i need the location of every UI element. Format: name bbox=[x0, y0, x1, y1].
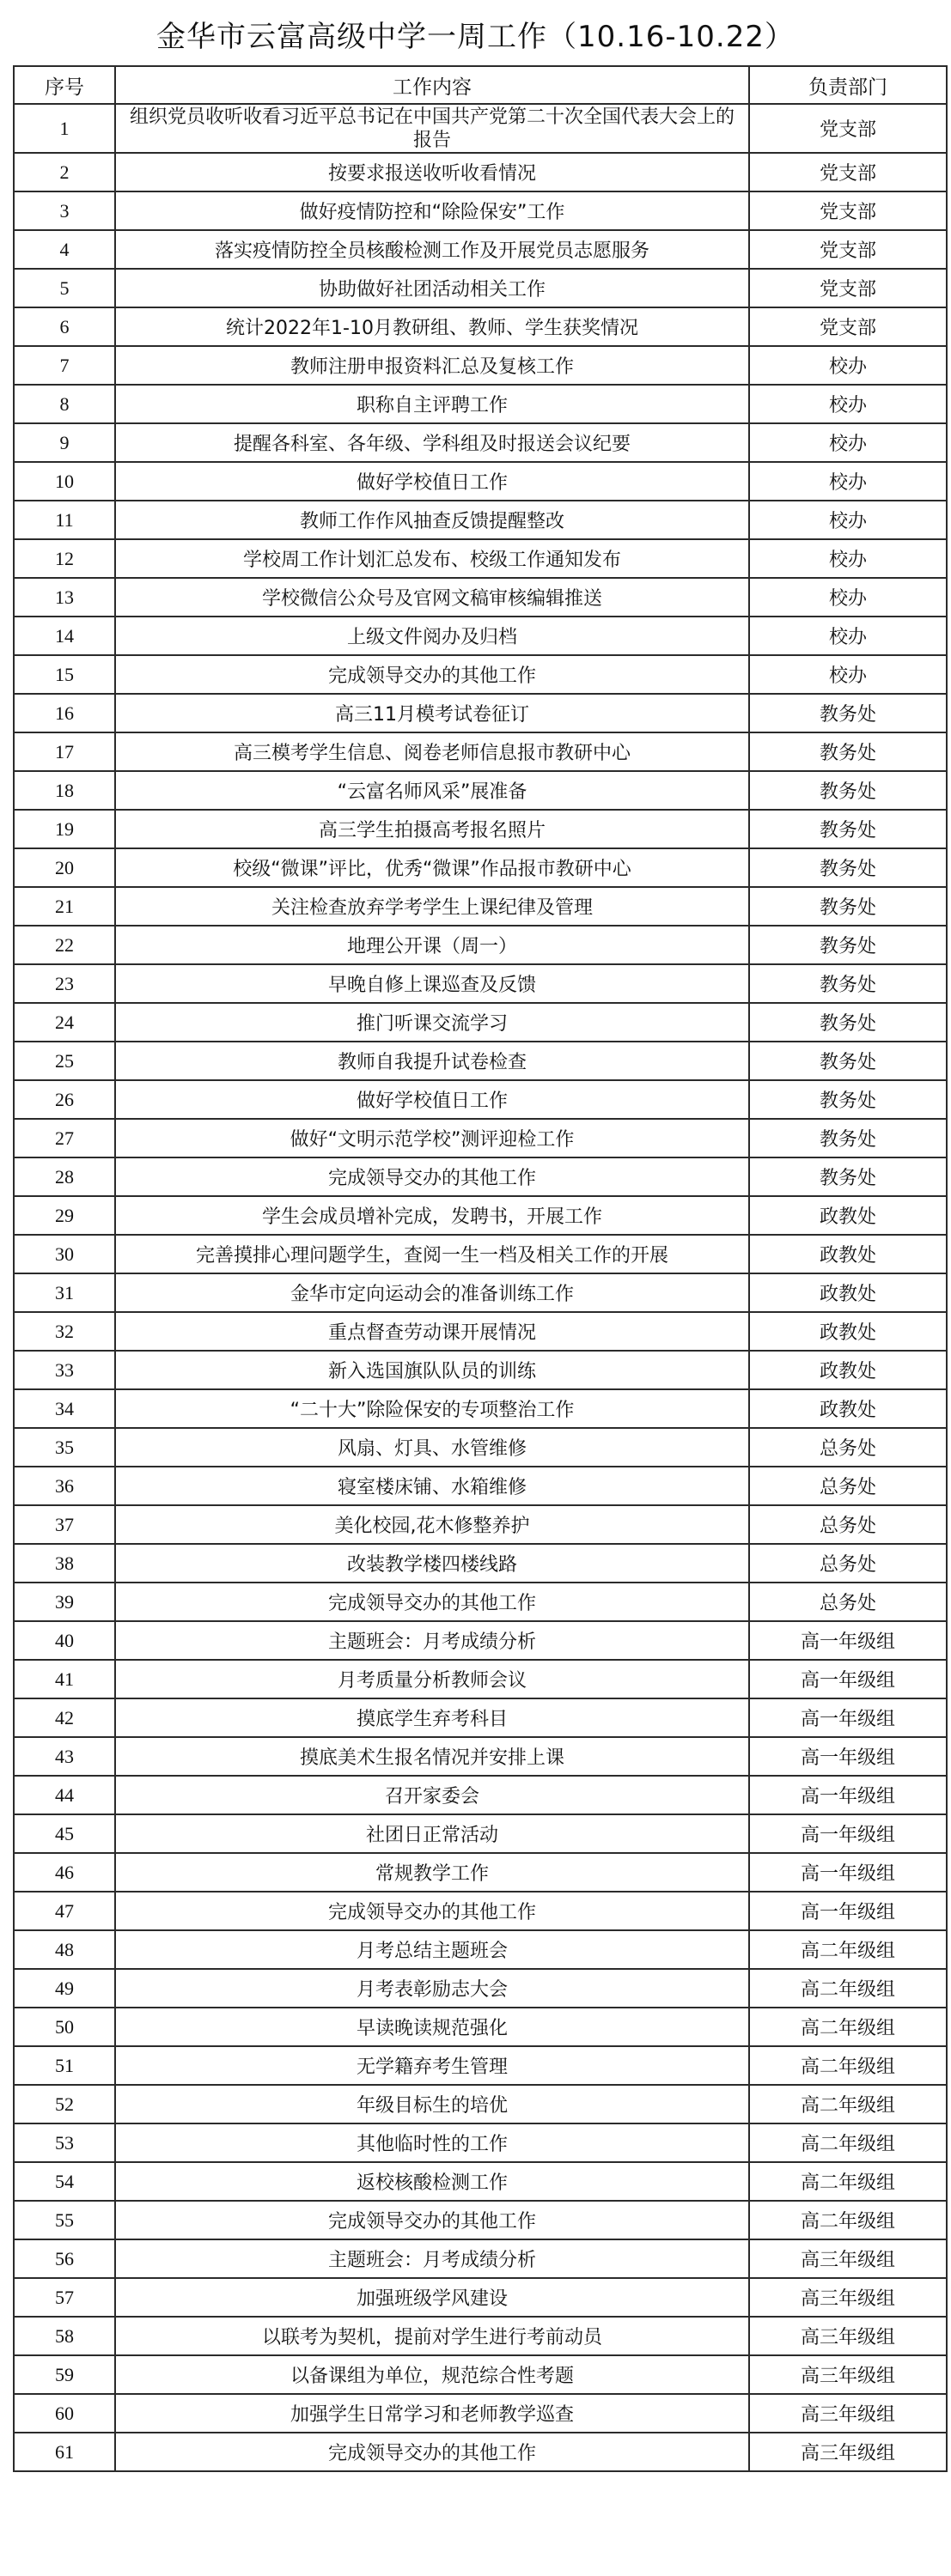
row-number: 38 bbox=[14, 1544, 115, 1583]
header-number: 序号 bbox=[14, 66, 115, 104]
row-dept: 教务处 bbox=[749, 694, 947, 732]
row-number: 48 bbox=[14, 1930, 115, 1969]
row-number: 3 bbox=[14, 191, 115, 230]
row-dept: 高一年级组 bbox=[749, 1853, 947, 1892]
table-row bbox=[14, 1389, 947, 1428]
table-row bbox=[14, 617, 947, 655]
row-dept: 教务处 bbox=[749, 887, 947, 926]
row-task: 以联考为契机，提前对学生进行考前动员 bbox=[115, 2317, 749, 2355]
row-number: 46 bbox=[14, 1853, 115, 1892]
table-row bbox=[14, 2394, 947, 2433]
row-number: 54 bbox=[14, 2162, 115, 2201]
row-dept: 校办 bbox=[749, 423, 947, 462]
row-dept: 总务处 bbox=[749, 1544, 947, 1583]
row-number: 15 bbox=[14, 655, 115, 694]
row-task: 校级“微课”评比，优秀“微课”作品报市教研中心 bbox=[115, 848, 749, 887]
row-number: 33 bbox=[14, 1351, 115, 1389]
row-number: 11 bbox=[14, 501, 115, 539]
table-row bbox=[14, 655, 947, 694]
table-row bbox=[14, 230, 947, 269]
row-task: 召开家委会 bbox=[115, 1776, 749, 1814]
table-row bbox=[14, 1698, 947, 1737]
row-task: “二十大”除险保安的专项整治工作 bbox=[115, 1389, 749, 1428]
row-task: 完成领导交办的其他工作 bbox=[115, 2201, 749, 2239]
row-dept: 高二年级组 bbox=[749, 1969, 947, 2008]
row-dept: 政教处 bbox=[749, 1273, 947, 1312]
table-row bbox=[14, 501, 947, 539]
row-number: 4 bbox=[14, 230, 115, 269]
row-number: 16 bbox=[14, 694, 115, 732]
row-dept: 高二年级组 bbox=[749, 2085, 947, 2123]
table-row bbox=[14, 1853, 947, 1892]
row-dept: 党支部 bbox=[749, 269, 947, 307]
row-dept: 教务处 bbox=[749, 732, 947, 771]
row-dept: 教务处 bbox=[749, 1157, 947, 1196]
row-number: 24 bbox=[14, 1003, 115, 1042]
row-dept: 高二年级组 bbox=[749, 2008, 947, 2046]
row-task: 提醒各科室、各年级、学科组及时报送会议纪要 bbox=[115, 423, 749, 462]
row-dept: 高二年级组 bbox=[749, 2162, 947, 2201]
table-row bbox=[14, 732, 947, 771]
row-task: 高三学生拍摄高考报名照片 bbox=[115, 810, 749, 848]
row-number: 26 bbox=[14, 1080, 115, 1119]
document-title: 金华市云富高级中学一周工作（10.16-10.22） bbox=[156, 20, 795, 54]
row-task: 做好“文明示范学校”测评迎检工作 bbox=[115, 1119, 749, 1157]
row-task: 学生会成员增补完成，发聘书，开展工作 bbox=[115, 1196, 749, 1235]
table-row bbox=[14, 1467, 947, 1505]
row-task: 完成领导交办的其他工作 bbox=[115, 1157, 749, 1196]
row-number: 28 bbox=[14, 1157, 115, 1196]
table-row bbox=[14, 104, 947, 153]
row-number: 10 bbox=[14, 462, 115, 501]
table-row bbox=[14, 771, 947, 810]
table-row bbox=[14, 1042, 947, 1080]
table-row bbox=[14, 2008, 947, 2046]
row-task: 主题班会：月考成绩分析 bbox=[115, 1621, 749, 1660]
row-dept: 高一年级组 bbox=[749, 1814, 947, 1853]
row-task: 学校周工作计划汇总发布、校级工作通知发布 bbox=[115, 539, 749, 578]
table-row bbox=[14, 1621, 947, 1660]
row-task: 早读晚读规范强化 bbox=[115, 2008, 749, 2046]
row-dept: 教务处 bbox=[749, 771, 947, 810]
row-task: 以备课组为单位，规范综合性考题 bbox=[115, 2355, 749, 2394]
table-row bbox=[14, 1505, 947, 1544]
row-dept: 高二年级组 bbox=[749, 2046, 947, 2085]
row-number: 31 bbox=[14, 1273, 115, 1312]
row-number: 36 bbox=[14, 1467, 115, 1505]
row-number: 41 bbox=[14, 1660, 115, 1698]
table-row bbox=[14, 2123, 947, 2162]
row-task: “云富名师风采”展准备 bbox=[115, 771, 749, 810]
row-number: 43 bbox=[14, 1737, 115, 1776]
row-dept: 校办 bbox=[749, 617, 947, 655]
row-task: 重点督查劳动课开展情况 bbox=[115, 1312, 749, 1351]
table-row bbox=[14, 1969, 947, 2008]
row-number: 27 bbox=[14, 1119, 115, 1157]
row-number: 20 bbox=[14, 848, 115, 887]
row-task: 无学籍弃考生管理 bbox=[115, 2046, 749, 2085]
table-row bbox=[14, 269, 947, 307]
row-task: 协助做好社团活动相关工作 bbox=[115, 269, 749, 307]
table-row bbox=[14, 1583, 947, 1621]
row-dept: 教务处 bbox=[749, 1003, 947, 1042]
row-number: 34 bbox=[14, 1389, 115, 1428]
row-dept: 政教处 bbox=[749, 1312, 947, 1351]
table-row bbox=[14, 926, 947, 964]
table-row bbox=[14, 1892, 947, 1930]
row-dept: 高一年级组 bbox=[749, 1737, 947, 1776]
row-task: 主题班会：月考成绩分析 bbox=[115, 2239, 749, 2278]
table-row bbox=[14, 1428, 947, 1467]
row-number: 60 bbox=[14, 2394, 115, 2433]
row-dept: 政教处 bbox=[749, 1389, 947, 1428]
row-number: 37 bbox=[14, 1505, 115, 1544]
table-row bbox=[14, 2046, 947, 2085]
row-task: 新入选国旗队队员的训练 bbox=[115, 1351, 749, 1389]
row-number: 13 bbox=[14, 578, 115, 617]
row-task: 教师工作作风抽查反馈提醒整改 bbox=[115, 501, 749, 539]
row-dept: 校办 bbox=[749, 501, 947, 539]
row-dept: 校办 bbox=[749, 539, 947, 578]
row-dept: 高一年级组 bbox=[749, 1621, 947, 1660]
row-number: 59 bbox=[14, 2355, 115, 2394]
table-row bbox=[14, 1814, 947, 1853]
row-dept: 高三年级组 bbox=[749, 2394, 947, 2433]
row-task: 早晚自修上课巡查及反馈 bbox=[115, 964, 749, 1003]
row-task: 组织党员收听收看习近平总书记在中国共产党第二十次全国代表大会上的报告 bbox=[115, 104, 749, 153]
table-row bbox=[14, 385, 947, 423]
row-dept: 总务处 bbox=[749, 1467, 947, 1505]
row-dept: 校办 bbox=[749, 385, 947, 423]
row-number: 19 bbox=[14, 810, 115, 848]
table-row bbox=[14, 423, 947, 462]
row-number: 1 bbox=[14, 104, 115, 153]
table-row bbox=[14, 1351, 947, 1389]
row-dept: 校办 bbox=[749, 462, 947, 501]
row-task: 推门听课交流学习 bbox=[115, 1003, 749, 1042]
row-task: 做好学校值日工作 bbox=[115, 1080, 749, 1119]
row-dept: 党支部 bbox=[749, 307, 947, 346]
row-dept: 党支部 bbox=[749, 153, 947, 191]
row-task: 职称自主评聘工作 bbox=[115, 385, 749, 423]
row-dept: 高一年级组 bbox=[749, 1776, 947, 1814]
table-row bbox=[14, 153, 947, 191]
row-dept: 教务处 bbox=[749, 1080, 947, 1119]
row-task: 摸底学生弃考科目 bbox=[115, 1698, 749, 1737]
row-number: 49 bbox=[14, 1969, 115, 2008]
table-row bbox=[14, 810, 947, 848]
row-dept: 校办 bbox=[749, 655, 947, 694]
row-dept: 高三年级组 bbox=[749, 2239, 947, 2278]
row-number: 32 bbox=[14, 1312, 115, 1351]
row-dept: 政教处 bbox=[749, 1196, 947, 1235]
row-dept: 教务处 bbox=[749, 1119, 947, 1157]
row-task: 学校微信公众号及官网文稿审核编辑推送 bbox=[115, 578, 749, 617]
table-row bbox=[14, 1544, 947, 1583]
row-task: 高三11月模考试卷征订 bbox=[115, 694, 749, 732]
table-row bbox=[14, 539, 947, 578]
row-dept: 总务处 bbox=[749, 1428, 947, 1467]
row-task: 常规教学工作 bbox=[115, 1853, 749, 1892]
row-number: 14 bbox=[14, 617, 115, 655]
row-number: 40 bbox=[14, 1621, 115, 1660]
row-task: 月考总结主题班会 bbox=[115, 1930, 749, 1969]
table-header-row bbox=[14, 66, 947, 104]
row-number: 61 bbox=[14, 2433, 115, 2471]
row-dept: 高三年级组 bbox=[749, 2433, 947, 2471]
row-task: 教师自我提升试卷检查 bbox=[115, 1042, 749, 1080]
row-task: 高三模考学生信息、阅卷老师信息报市教研中心 bbox=[115, 732, 749, 771]
row-number: 9 bbox=[14, 423, 115, 462]
row-number: 39 bbox=[14, 1583, 115, 1621]
row-number: 7 bbox=[14, 346, 115, 385]
table-row bbox=[14, 848, 947, 887]
row-dept: 党支部 bbox=[749, 191, 947, 230]
row-number: 51 bbox=[14, 2046, 115, 2085]
row-dept: 教务处 bbox=[749, 848, 947, 887]
row-task: 完善摸排心理问题学生，查阅一生一档及相关工作的开展 bbox=[115, 1235, 749, 1273]
table-row bbox=[14, 887, 947, 926]
table-row bbox=[14, 2433, 947, 2471]
table-row bbox=[14, 2162, 947, 2201]
row-task: 做好疫情防控和“除险保安”工作 bbox=[115, 191, 749, 230]
table-row bbox=[14, 191, 947, 230]
row-task: 加强班级学风建设 bbox=[115, 2278, 749, 2317]
row-number: 5 bbox=[14, 269, 115, 307]
row-number: 17 bbox=[14, 732, 115, 771]
table-row bbox=[14, 2085, 947, 2123]
table-row bbox=[14, 307, 947, 346]
row-task: 地理公开课（周一） bbox=[115, 926, 749, 964]
table-row bbox=[14, 1080, 947, 1119]
row-dept: 高二年级组 bbox=[749, 2123, 947, 2162]
table-row bbox=[14, 1157, 947, 1196]
table-row bbox=[14, 1273, 947, 1312]
row-dept: 总务处 bbox=[749, 1583, 947, 1621]
row-task: 加强学生日常学习和老师教学巡查 bbox=[115, 2394, 749, 2433]
row-task: 改装教学楼四楼线路 bbox=[115, 1544, 749, 1583]
row-dept: 教务处 bbox=[749, 964, 947, 1003]
row-number: 23 bbox=[14, 964, 115, 1003]
row-task: 返校核酸检测工作 bbox=[115, 2162, 749, 2201]
row-number: 47 bbox=[14, 1892, 115, 1930]
row-task: 完成领导交办的其他工作 bbox=[115, 1892, 749, 1930]
row-task: 完成领导交办的其他工作 bbox=[115, 2433, 749, 2471]
row-dept: 高三年级组 bbox=[749, 2278, 947, 2317]
row-number: 45 bbox=[14, 1814, 115, 1853]
row-dept: 高二年级组 bbox=[749, 1930, 947, 1969]
weekly-work-table bbox=[13, 65, 948, 2472]
table-row bbox=[14, 2355, 947, 2394]
table-row bbox=[14, 1660, 947, 1698]
table-row bbox=[14, 1003, 947, 1042]
row-task: 落实疫情防控全员核酸检测工作及开展党员志愿服务 bbox=[115, 230, 749, 269]
table-row bbox=[14, 1737, 947, 1776]
row-number: 56 bbox=[14, 2239, 115, 2278]
row-task: 做好学校值日工作 bbox=[115, 462, 749, 501]
row-number: 2 bbox=[14, 153, 115, 191]
row-number: 58 bbox=[14, 2317, 115, 2355]
row-task: 月考质量分析教师会议 bbox=[115, 1660, 749, 1698]
row-number: 29 bbox=[14, 1196, 115, 1235]
row-number: 21 bbox=[14, 887, 115, 926]
row-task: 月考表彰励志大会 bbox=[115, 1969, 749, 2008]
row-number: 30 bbox=[14, 1235, 115, 1273]
table-row bbox=[14, 1930, 947, 1969]
row-task: 关注检查放弃学考学生上课纪律及管理 bbox=[115, 887, 749, 926]
table-row bbox=[14, 1235, 947, 1273]
row-task: 年级目标生的培优 bbox=[115, 2085, 749, 2123]
row-number: 25 bbox=[14, 1042, 115, 1080]
row-dept: 党支部 bbox=[749, 104, 947, 153]
row-number: 35 bbox=[14, 1428, 115, 1467]
row-dept: 总务处 bbox=[749, 1505, 947, 1544]
header-dept: 负责部门 bbox=[749, 66, 947, 104]
row-number: 22 bbox=[14, 926, 115, 964]
table-row bbox=[14, 2201, 947, 2239]
row-dept: 教务处 bbox=[749, 926, 947, 964]
table-row bbox=[14, 346, 947, 385]
row-number: 12 bbox=[14, 539, 115, 578]
row-task: 其他临时性的工作 bbox=[115, 2123, 749, 2162]
row-task: 摸底美术生报名情况并安排上课 bbox=[115, 1737, 749, 1776]
row-task: 寝室楼床铺、水箱维修 bbox=[115, 1467, 749, 1505]
row-dept: 校办 bbox=[749, 346, 947, 385]
row-task: 上级文件阅办及归档 bbox=[115, 617, 749, 655]
row-task: 教师注册申报资料汇总及复核工作 bbox=[115, 346, 749, 385]
table-row bbox=[14, 1119, 947, 1157]
table-row bbox=[14, 2317, 947, 2355]
table-row bbox=[14, 2278, 947, 2317]
row-number: 8 bbox=[14, 385, 115, 423]
row-number: 44 bbox=[14, 1776, 115, 1814]
row-number: 6 bbox=[14, 307, 115, 346]
table-row bbox=[14, 1776, 947, 1814]
row-number: 55 bbox=[14, 2201, 115, 2239]
row-dept: 高一年级组 bbox=[749, 1892, 947, 1930]
table-row bbox=[14, 694, 947, 732]
row-dept: 高三年级组 bbox=[749, 2355, 947, 2394]
row-dept: 高二年级组 bbox=[749, 2201, 947, 2239]
table-row bbox=[14, 964, 947, 1003]
row-task: 风扇、灯具、水管维修 bbox=[115, 1428, 749, 1467]
row-task: 美化校园,花木修整养护 bbox=[115, 1505, 749, 1544]
header-task: 工作内容 bbox=[115, 66, 749, 104]
table-body bbox=[14, 104, 947, 2471]
table-row bbox=[14, 1312, 947, 1351]
row-task: 统计2022年1-10月教研组、教师、学生获奖情况 bbox=[115, 307, 749, 346]
row-dept: 政教处 bbox=[749, 1351, 947, 1389]
row-dept: 政教处 bbox=[749, 1235, 947, 1273]
row-task: 金华市定向运动会的准备训练工作 bbox=[115, 1273, 749, 1312]
table-row bbox=[14, 1196, 947, 1235]
row-number: 52 bbox=[14, 2085, 115, 2123]
row-number: 57 bbox=[14, 2278, 115, 2317]
row-dept: 党支部 bbox=[749, 230, 947, 269]
row-dept: 教务处 bbox=[749, 810, 947, 848]
row-task: 按要求报送收听收看情况 bbox=[115, 153, 749, 191]
row-task: 社团日正常活动 bbox=[115, 1814, 749, 1853]
row-dept: 高一年级组 bbox=[749, 1660, 947, 1698]
table-row bbox=[14, 2239, 947, 2278]
row-number: 18 bbox=[14, 771, 115, 810]
row-dept: 教务处 bbox=[749, 1042, 947, 1080]
row-task: 完成领导交办的其他工作 bbox=[115, 1583, 749, 1621]
row-task: 完成领导交办的其他工作 bbox=[115, 655, 749, 694]
table-row bbox=[14, 462, 947, 501]
row-dept: 高一年级组 bbox=[749, 1698, 947, 1737]
row-number: 53 bbox=[14, 2123, 115, 2162]
row-number: 42 bbox=[14, 1698, 115, 1737]
row-number: 50 bbox=[14, 2008, 115, 2046]
row-dept: 高三年级组 bbox=[749, 2317, 947, 2355]
row-dept: 校办 bbox=[749, 578, 947, 617]
table-row bbox=[14, 578, 947, 617]
